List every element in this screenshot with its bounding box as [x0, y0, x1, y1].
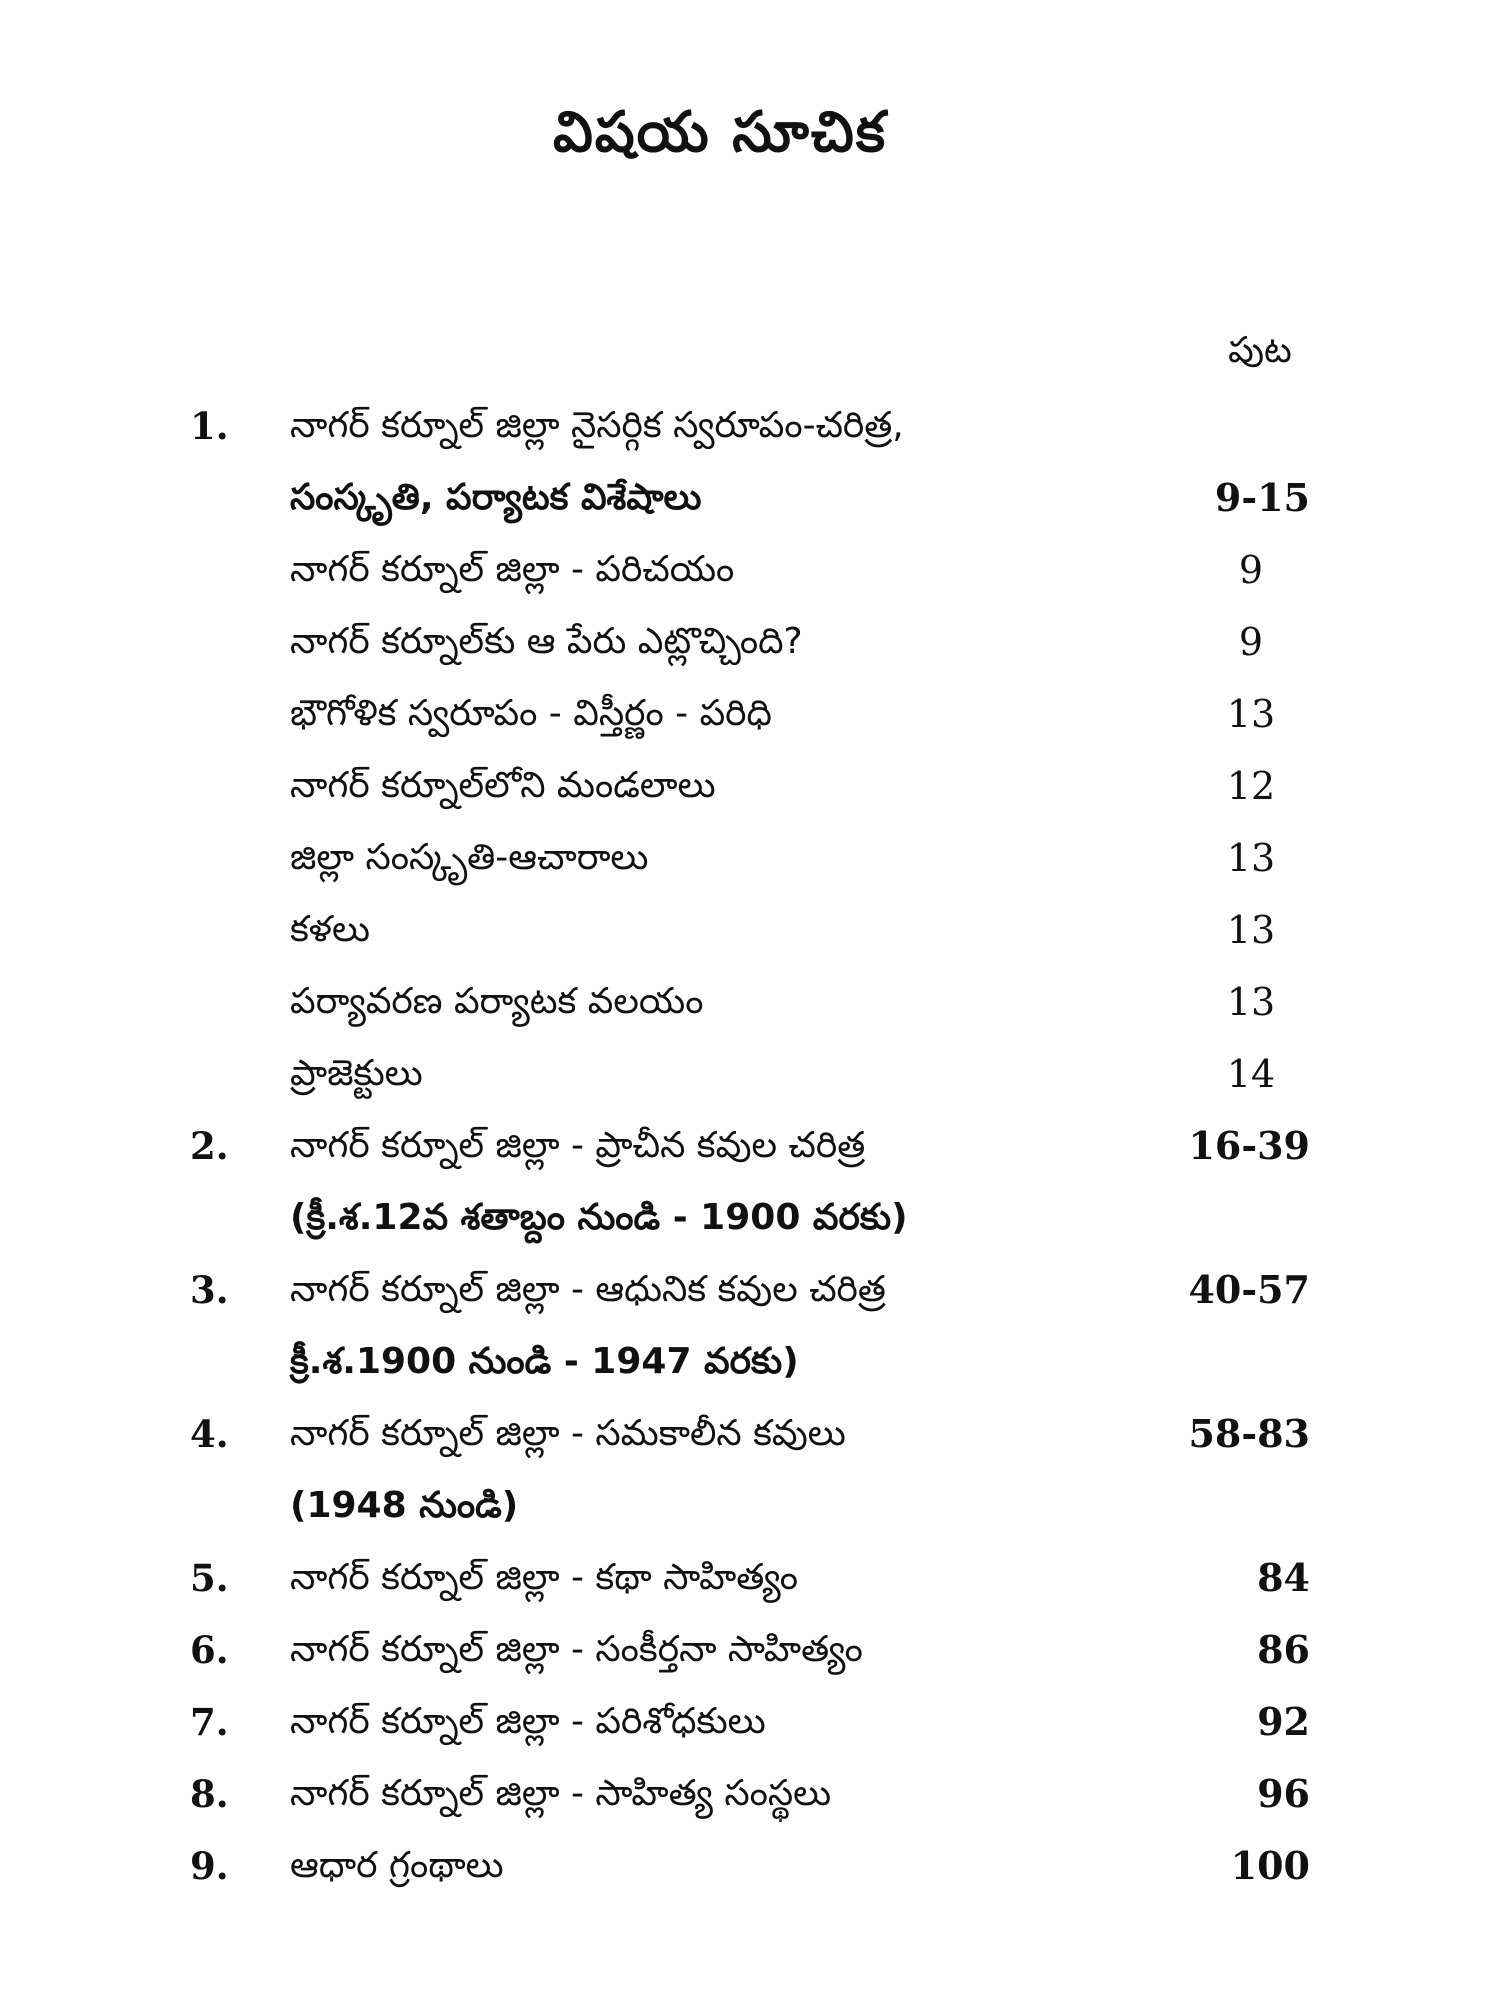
toc-entry-text: నాగర్ కర్నూల్ జిల్లా - పరిశోధకులు	[290, 1701, 766, 1742]
toc-entry-page: 13	[1226, 908, 1276, 952]
toc-entry-text: ఆధార గ్రంథాలు	[290, 1845, 504, 1886]
toc-entry-page: 40-57	[1188, 1267, 1310, 1312]
toc-entry-page: 12	[1226, 764, 1276, 808]
toc-row	[0, 1327, 1500, 1397]
toc-row	[0, 1183, 1500, 1253]
toc-row	[0, 1831, 1500, 1901]
toc-entry-number: 7.	[190, 1700, 229, 1744]
toc-entry-text: నాగర్ కర్నూల్‌లోని మండలాలు	[290, 765, 716, 806]
toc-entry-number: 5.	[190, 1556, 229, 1600]
toc-entry-number: 9.	[190, 1844, 229, 1888]
toc-entry-text: జిల్లా సంస్కృతి-ఆచారాలు	[290, 837, 649, 878]
toc-entry-text: నాగర్ కర్నూల్ జిల్లా నైసర్గిక స్వరూపం-చరిత్ర,	[290, 405, 904, 446]
toc-row	[0, 895, 1500, 965]
toc-entry-text: క్రీ.శ.1900 నుండి - 1947 వరకు)	[290, 1341, 799, 1382]
toc-row	[0, 823, 1500, 893]
toc-entry-page: 84	[1257, 1555, 1310, 1600]
toc-entry-text: నాగర్ కర్నూల్ జిల్లా - పరిచయం	[290, 549, 735, 590]
toc-entry-number: 4.	[190, 1412, 229, 1456]
toc-row	[0, 607, 1500, 677]
toc-entry-page: 13	[1226, 836, 1276, 880]
toc-row	[0, 967, 1500, 1037]
toc-entry-text: పర్యావరణ పర్యాటక వలయం	[290, 981, 704, 1022]
toc-entry-number: 6.	[190, 1628, 229, 1672]
toc-entry-page: 9	[1238, 548, 1264, 592]
toc-entry-page: 13	[1226, 692, 1276, 736]
toc-row	[0, 1399, 1500, 1469]
toc-entry-number: 2.	[190, 1124, 229, 1168]
toc-entry-text: నాగర్ కర్నూల్ జిల్లా - ఆధునిక కవుల చరిత్ర	[290, 1269, 886, 1310]
toc-entry-page: 14	[1226, 1052, 1276, 1096]
toc-entry-page: 13	[1226, 980, 1276, 1024]
toc-row	[0, 1039, 1500, 1109]
toc-entry-page: 92	[1257, 1699, 1310, 1744]
toc-entry-page: 16-39	[1188, 1123, 1310, 1168]
toc-row	[0, 535, 1500, 605]
toc-entry-page: 58-83	[1188, 1411, 1310, 1456]
toc-entry-page: 9-15	[1214, 475, 1310, 520]
toc-entry-text: నాగర్ కర్నూల్ జిల్లా - సంకీర్తనా సాహిత్యం	[290, 1629, 863, 1670]
toc-row	[0, 1615, 1500, 1685]
toc-entry-text: (1948 నుండి)	[290, 1485, 519, 1526]
toc-row	[0, 1111, 1500, 1181]
toc-entry-page: 100	[1230, 1843, 1310, 1888]
toc-row	[0, 1471, 1500, 1541]
toc-entry-number: 3.	[190, 1268, 229, 1312]
toc-row	[0, 1759, 1500, 1829]
toc-entry-text: (క్రీ.శ.12వ శతాబ్దం నుండి - 1900 వరకు)	[290, 1197, 908, 1238]
toc-row	[0, 1255, 1500, 1325]
toc-entry-text: నాగర్ కర్నూల్‌కు ఆ పేరు ఎట్లొచ్చింది?	[290, 621, 803, 662]
toc-row	[0, 391, 1500, 461]
toc-entry-page: 96	[1257, 1771, 1310, 1816]
toc-entry-text: నాగర్ కర్నూల్ జిల్లా - సమకాలీన కవులు	[290, 1413, 846, 1454]
toc-entry-text: నాగర్ కర్నూల్ జిల్లా - ప్రాచీన కవుల చరిత్ర	[290, 1125, 866, 1166]
toc-row	[0, 751, 1500, 821]
toc-entry-page: 9	[1238, 620, 1264, 664]
toc-row	[0, 1687, 1500, 1757]
toc-entry-text: కళలు	[290, 909, 370, 950]
toc-row	[0, 1543, 1500, 1613]
toc-entry-text: నాగర్ కర్నూల్ జిల్లా - సాహిత్య సంస్థలు	[290, 1773, 832, 1814]
toc-entry-text: సంస్కృతి, పర్యాటక విశేషాలు	[290, 477, 702, 518]
toc-entry-text: ప్రాజెక్టులు	[290, 1053, 423, 1094]
toc-row	[0, 463, 1500, 533]
toc-entry-text: నాగర్ కర్నూల్ జిల్లా - కథా సాహిత్యం	[290, 1557, 799, 1598]
page-title: విషయ సూచిక	[552, 100, 888, 165]
toc-entry-number: 1.	[190, 404, 229, 448]
toc-row	[0, 679, 1500, 749]
toc-entry-text: భౌగోళిక స్వరూపం - విస్తీర్ణం - పరిధి	[290, 693, 772, 734]
toc-entry-page: 86	[1257, 1627, 1310, 1672]
page-column-header: పుట	[1228, 330, 1292, 371]
toc-entry-number: 8.	[190, 1772, 229, 1816]
